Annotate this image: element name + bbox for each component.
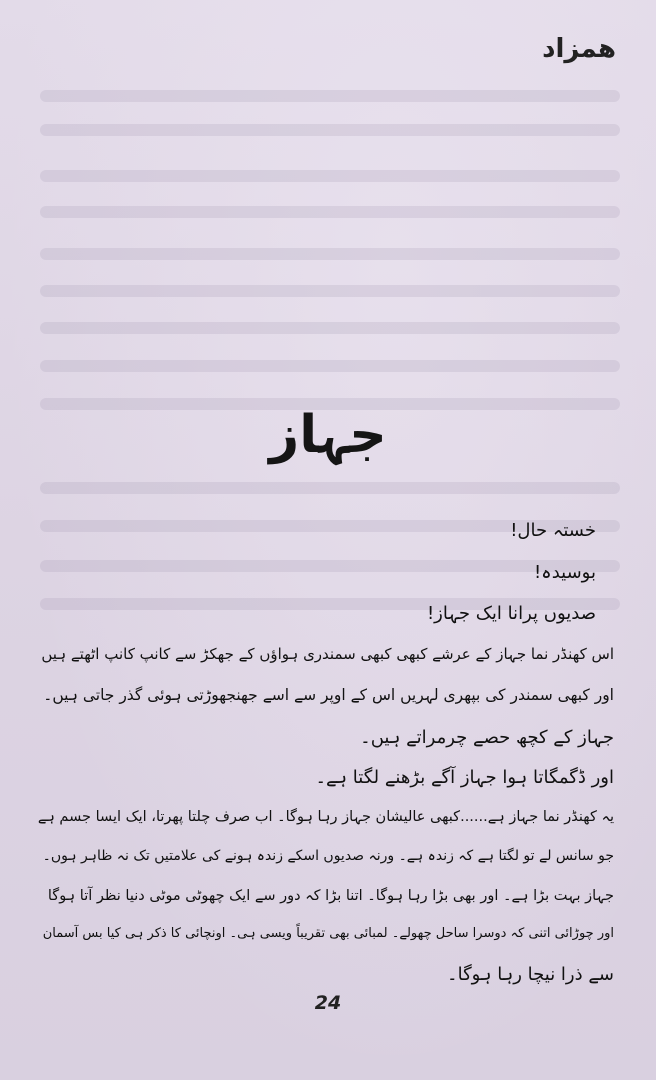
text-line: جہاز کے کچھ حصے چرمراتے ہیں۔ xyxy=(360,727,614,748)
text-line: اور چوڑائی اتنی کہ دوسرا ساحل چھولے۔ لمبائی بھی تقریباً ویسی ہی۔ اونچائی کا ذکر ہی کیا بس آسمان xyxy=(42,926,614,941)
text-line: جہاز بہت بڑا ہے۔ اور بھی بڑا رہا ہوگا۔ اتنا بڑا کہ دور سے ایک چھوٹی موٹی دنیا نظر آتا ہوگا xyxy=(47,888,614,904)
text-line: اس کھنڈر نما جہاز کے عرشے کبھی کبھی سمندری ہواؤں کے جھکڑ سے کانپ کانپ اٹھتے ہیں xyxy=(41,645,614,663)
text-line: جو سانس لے تو لگتا ہے کہ زندہ ہے۔ ورنہ صدیوں اسکے زندہ ہونے کی علامتیں تک نہ ظاہر ہوں۔ xyxy=(42,848,614,864)
text-line: اور ڈگمگاتا ہوا جہاز آگے بڑھنے لگتا ہے۔ xyxy=(315,767,614,788)
text-line: صدیوں پرانا ایک جہاز! xyxy=(426,603,596,624)
text-line: خستہ حال! xyxy=(510,520,596,541)
text-line: یہ کھنڈر نما جہاز ہے......کبھی عالیشان جہاز رہا ہوگا۔ اب صرف چلتا پھرتا، ایک ایسا جسم ہے xyxy=(37,809,614,825)
text-line: سے ذرا نیچا رہا ہوگا۔ xyxy=(447,964,614,985)
chapter-title: جہاز xyxy=(269,405,387,465)
text-line: اور کبھی سمندر کی بپھری لہریں اس کے اوپر سے اسے جھنجھوڑتی ہوئی گذر جاتی ہیں۔ xyxy=(43,686,614,704)
text-line: بوسیدہ! xyxy=(533,562,596,583)
running-header: همزاد xyxy=(542,34,616,64)
page-number: 24 xyxy=(314,992,342,1014)
